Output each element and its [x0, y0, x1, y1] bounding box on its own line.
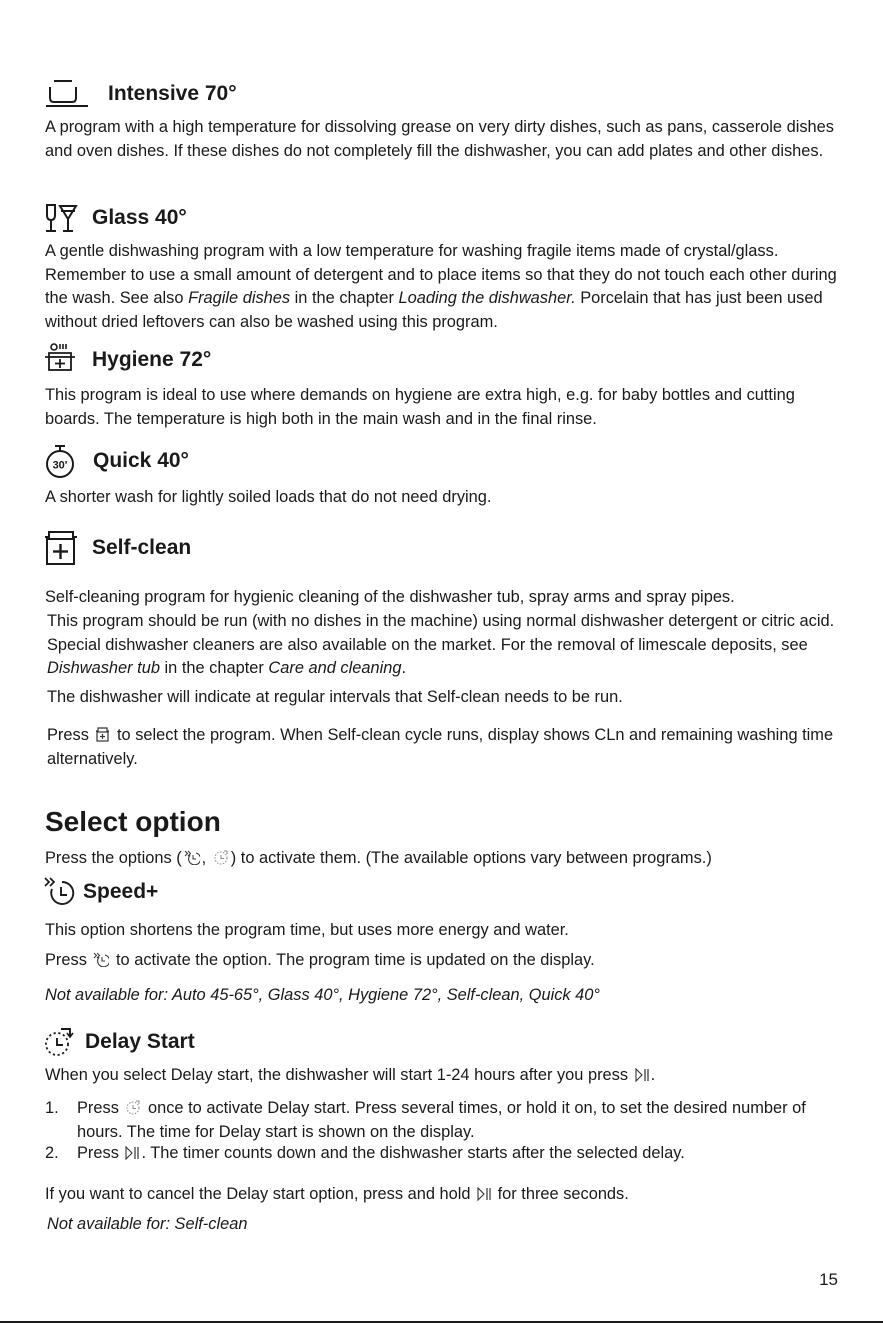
speed-header	[44, 876, 158, 908]
start-pause-icon	[635, 1068, 649, 1082]
delay-p2: If you want to cancel the Delay start option, press and hold for three seconds.	[45, 1185, 629, 1203]
select-option-heading: Select option	[45, 806, 221, 837]
hygiene-header	[44, 343, 211, 377]
delay-title: Delay Start	[85, 1030, 195, 1053]
speed-small-icon	[93, 952, 109, 967]
selfclean-p4: Press to select the program. When Self-clean cycle runs, display shows CLn and remaining washing time alternatively.	[47, 726, 834, 768]
quick-description: A shorter wash for lightly soiled loads that do not need drying.	[45, 488, 492, 506]
selfclean-p2: This program should be run (with no dishes in the machine) using normal dishwasher detergent or citric acid. Special dishwasher cleaners are also available on the market. For the removal of limescale deposits, see Dishwasher tub in the chapter Care and cleaning.	[47, 612, 835, 677]
start-pause-icon	[477, 1187, 491, 1201]
stopwatch-label: 30'	[52, 459, 68, 472]
quick-title: Quick 40°	[93, 449, 189, 472]
step-1-number: 1.	[45, 1099, 59, 1117]
delay-small-icon	[125, 1100, 141, 1115]
delay-step-2: Press . The timer counts down and the dishwasher starts after the selected delay.	[77, 1144, 685, 1162]
speed-not-available: Not available for: Auto 45-65°, Glass 40°, Hygiene 72°, Self-clean, Quick 40°	[45, 986, 600, 1004]
selfclean-p1: Self-cleaning program for hygienic cleaning of the dishwasher tub, spray arms and spray pipes.	[45, 588, 735, 606]
delay-header	[44, 1026, 195, 1058]
quick-header	[44, 443, 189, 479]
delay-small-icon	[213, 850, 229, 865]
pot-icon	[46, 78, 92, 110]
delay-start-icon	[44, 1026, 74, 1058]
selfclean-title: Self-clean	[92, 536, 192, 559]
speed-plus-icon	[44, 876, 76, 908]
intensive-title: Intensive 70°	[108, 82, 237, 105]
selfclean-header	[44, 529, 191, 567]
intensive-description: A program with a high temperature for dissolving grease on very dirty dishes, such as pans, casserole dishes and oven dishes. If these dishes do not completely fill the dishwasher, you can add plates and other dishes.	[45, 118, 834, 160]
speed-title: Speed+	[83, 880, 159, 903]
hygiene-description: This program is ideal to use where demands on hygiene are extra high, e.g. for baby bottles and cutting boards. The temperature is high both in the main wash and in the final rinse.	[45, 386, 795, 428]
speed-p1: This option shortens the program time, but uses more energy and water.	[45, 921, 569, 939]
glass-header	[44, 203, 187, 233]
delay-not-available: Not available for: Self-clean	[47, 1215, 248, 1233]
glass-icon	[44, 203, 84, 233]
selfclean-p3: The dishwasher will indicate at regular intervals that Self-clean needs to be run.	[47, 688, 623, 706]
stopwatch-30-icon	[44, 443, 80, 479]
delay-step-1: Press once to activate Delay start. Press several times, or hold it on, to set the desired number of hours. The time for Delay start is shown on the display.	[77, 1099, 806, 1141]
delay-p1: When you select Delay start, the dishwasher will start 1-24 hours after you press .	[45, 1066, 656, 1084]
speed-p2: Press to activate the option. The program time is updated on the display.	[45, 951, 595, 969]
speed-small-icon	[184, 850, 200, 865]
step-2-number: 2.	[45, 1144, 59, 1162]
select-option-intro: Press the options ( , ) to activate them. (The available options vary between programs.)	[45, 849, 712, 867]
self-clean-small-icon	[95, 727, 110, 742]
page-number: 15	[819, 1270, 838, 1289]
intensive-header	[46, 78, 237, 110]
glass-title: Glass 40°	[92, 206, 187, 229]
bottom-rule	[0, 1321, 883, 1323]
hygiene-title: Hygiene 72°	[92, 348, 212, 371]
glass-description: A gentle dishwashing program with a low temperature for washing fragile items made of crystal/glass. Remember to use a small amount of detergent and to place items so that they do not touch each other during the wash. See also Fragile dishes in the chapter Loading the dishwasher. Porcelain that has just been used without dried leftovers can also be washed using this program.	[45, 242, 837, 331]
start-pause-icon	[125, 1146, 139, 1160]
self-clean-icon	[44, 529, 78, 567]
hygiene-icon	[44, 343, 82, 377]
